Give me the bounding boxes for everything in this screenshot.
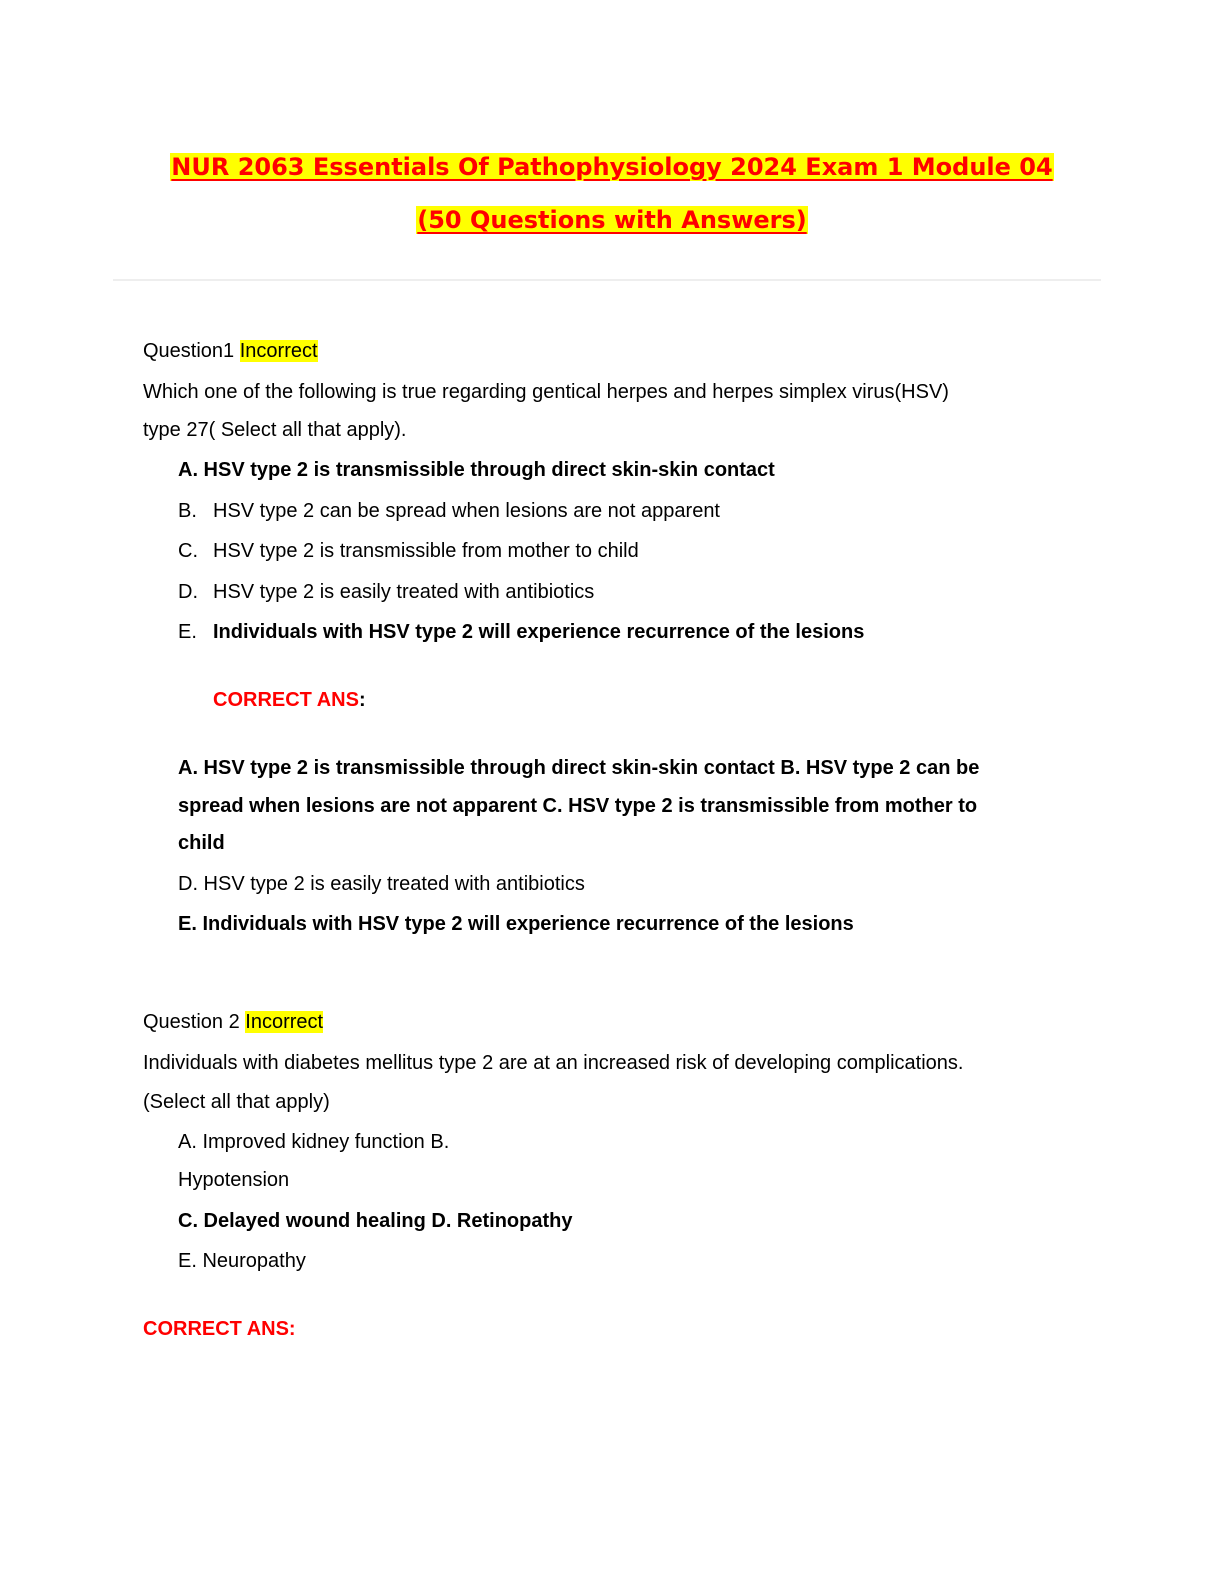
- question-1-option-d: [178, 579, 594, 605]
- option-letter: E.: [178, 621, 197, 643]
- option-text: HSV type 2 is transmissible from mother to child: [213, 540, 639, 562]
- question-2-correct-label: CORRECT ANS:: [143, 1318, 296, 1340]
- question-1-answer-line-2: spread when lesions are not apparent C. HSV type 2 is transmissible from mother to: [178, 795, 978, 817]
- question-2-status-badge: Incorrect: [245, 1011, 324, 1033]
- question-1-stem-line-2: type 27( Select all that apply).: [143, 419, 407, 441]
- question-1-option-a: A. HSV type 2 is transmissible through direct skin-skin contact: [178, 459, 775, 481]
- question-1-option-c: [178, 538, 639, 564]
- question-2-option-line-2: Hypotension: [178, 1169, 290, 1191]
- question-2-option-line-4: E. Neuropathy: [178, 1250, 306, 1272]
- question-1-correct-label: [213, 687, 366, 713]
- option-letter: C.: [178, 540, 198, 562]
- question-2-option-line-1: A. Improved kidney function B.: [178, 1131, 450, 1153]
- question-2-stem-line-2: (Select all that apply): [143, 1091, 330, 1113]
- correct-answer-colon: :: [358, 689, 366, 711]
- option-text: HSV type 2 is easily treated with antibiotics: [213, 581, 595, 603]
- question-1-status-badge: Incorrect: [239, 340, 318, 362]
- question-1-label: Question1: [143, 340, 235, 362]
- question-1-answer-line-5: E. Individuals with HSV type 2 will experience recurrence of the lesions: [178, 913, 854, 935]
- question-2-label: Question 2: [143, 1011, 240, 1033]
- document-title-line-2: [0, 204, 1224, 236]
- question-1-answer-line-4: D. HSV type 2 is easily treated with antibiotics: [178, 873, 585, 895]
- question-2-stem-line-1: Individuals with diabetes mellitus type 2 are at an increased risk of developing complications.: [143, 1052, 964, 1074]
- option-text: Individuals with HSV type 2 will experience recurrence of the lesions: [213, 621, 865, 643]
- document-title-line-1: [0, 151, 1224, 183]
- document-title-text-1: NUR 2063 Essentials Of Pathophysiology 2024 Exam 1 Module 04: [171, 153, 1053, 181]
- question-1-option-b: [178, 498, 720, 524]
- question-1-option-e: [178, 619, 864, 645]
- question-2-option-line-3: C. Delayed wound healing D. Retinopathy: [178, 1210, 573, 1232]
- question-2-header: [143, 1009, 323, 1035]
- option-letter: B.: [178, 500, 197, 522]
- question-1-header: [143, 338, 318, 364]
- option-text: HSV type 2 can be spread when lesions are not apparent: [213, 500, 720, 522]
- option-letter: D.: [178, 581, 198, 603]
- correct-answer-label: CORRECT ANS: [213, 689, 359, 711]
- horizontal-divider: [113, 279, 1101, 281]
- question-1-answer-line-1: A. HSV type 2 is transmissible through direct skin-skin contact B. HSV type 2 can be: [178, 757, 980, 779]
- question-1-answer-line-3: child: [178, 832, 225, 854]
- document-title-text-2: (50 Questions with Answers): [417, 206, 807, 234]
- question-1-stem-line-1: Which one of the following is true regarding gentical herpes and herpes simplex virus(HSV): [143, 381, 949, 403]
